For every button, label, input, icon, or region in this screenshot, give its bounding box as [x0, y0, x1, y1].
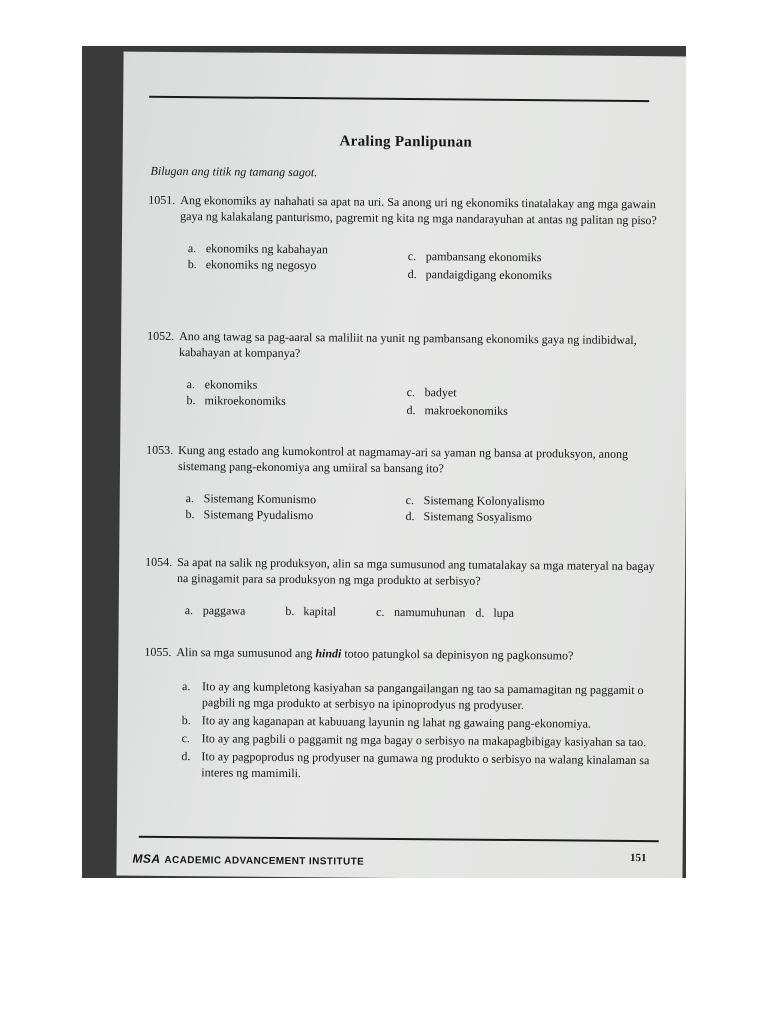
choice-list [148, 240, 668, 285]
question-text: Ano ang tawag sa pag-aaral sa maliliit na yunit ng pambansang ekonomiks gaya ng indibidwal, kabahayan at kompanya? [178, 329, 637, 361]
choice-a[interactable]: a. paggawa [184, 603, 246, 618]
question-1054 [145, 554, 666, 623]
choice-b[interactable]: b. Sistemang Pyudalismo [185, 507, 314, 523]
choice-list [143, 678, 664, 785]
choice-list [146, 376, 666, 421]
choice-c[interactable]: c. pambansang ekonomiks [407, 249, 542, 265]
question-text: Kung ang estado ang kumokontrol at nagmamay-ari sa yaman ng bansa at produksyon, anong sistemang pang-ekonomiya ang umiiral sa bansang ito? [177, 443, 629, 476]
question-number: 1052. [147, 328, 175, 343]
bottom-divider [139, 836, 659, 843]
choice-c[interactable]: c. namumuhunan [375, 604, 466, 620]
question-text: Sa apat na salik ng produksyon, alin sa mga sumusunod ang tumatalakay sa mga materyal na bagay na ginagamit para sa produksyon ng mga produkto at serbisyo? [176, 555, 655, 588]
choice-a[interactable]: a. Ito ay ang kumpletong kasiyahan sa pangangailangan ng tao sa pamamagitan ng paggamit o pagbili ng mga produkto at serbisyo na ipinoprodyus ng prodyuser. [182, 679, 644, 713]
choice-list [145, 602, 665, 623]
instruction-text: Bilugan ang titik ng tamang sagot. [150, 163, 318, 180]
document-photo [82, 46, 686, 878]
question-number: 1055. [144, 644, 172, 659]
choice-d[interactable]: d. lupa [475, 605, 515, 620]
question-1051 [148, 192, 669, 285]
choice-c[interactable]: c. badyet [406, 385, 457, 400]
footer-logo: MSA [132, 851, 161, 866]
footer-institute: ACADEMIC ADVANCEMENT INSTITUTE [164, 854, 365, 868]
question-number: 1054. [145, 554, 173, 569]
emphasis-hindi: hindi [315, 646, 342, 661]
footer-brand [133, 852, 365, 868]
choice-b[interactable]: b. mikroekonomiks [186, 393, 286, 408]
choice-b[interactable]: b. ekonomiks ng negosyo [187, 257, 317, 273]
page-number: 151 [630, 851, 647, 865]
question-text: Alin sa mga sumusunod ang hindi totoo patungkol sa depinisyon ng pagkonsumo? [176, 645, 574, 663]
question-text: Ang ekonomiks ay nahahati sa apat na uri. Sa anong uri ng ekonomiks tinatalakay ang mga gawain gaya ng kalakalang panturismo, pagremit ng kita ng mga nandarayuhan at antas ng palitan ng piso? [180, 193, 657, 228]
choice-a[interactable]: a. ekonomiks ng kabahayan [187, 241, 328, 257]
choice-d[interactable]: d. makroekonomiks [406, 403, 508, 418]
choice-c[interactable]: c. Sistemang Kolonyalismo [405, 493, 545, 509]
book-page [116, 52, 686, 878]
question-1052 [146, 328, 667, 421]
choice-a[interactable]: a. Sistemang Komunismo [185, 491, 317, 507]
choice-b[interactable]: b. kapital [285, 603, 337, 619]
question-number: 1051. [148, 192, 176, 208]
choice-d[interactable]: d. Ito ay pagpoprodus ng prodyuser na gumawa ng produkto o serbisyo na walang kinalaman sa interes ng mamimili. [181, 749, 650, 781]
question-1053 [145, 442, 666, 535]
question-1055 [143, 644, 664, 787]
choice-d[interactable]: d. pandaigdigang ekonomiks [407, 267, 553, 283]
choice-a[interactable]: a. ekonomiks [186, 377, 258, 392]
choice-b[interactable]: b. Ito ay ang kaganapan at kabuuang layunin ng lahat ng gawaing pang-ekonomiya. [181, 713, 592, 731]
page-title: Araling Panlipunan [339, 133, 473, 151]
choice-d[interactable]: d. Sistemang Sosyalismo [405, 509, 532, 525]
choice-c[interactable]: c. Ito ay ang pagbili o paggamit ng mga bagay o serbisyo na makapagbibigay kasiyahan sa tao. [181, 731, 647, 750]
question-number: 1053. [146, 442, 174, 457]
choice-list [145, 490, 665, 535]
top-divider [149, 96, 649, 102]
